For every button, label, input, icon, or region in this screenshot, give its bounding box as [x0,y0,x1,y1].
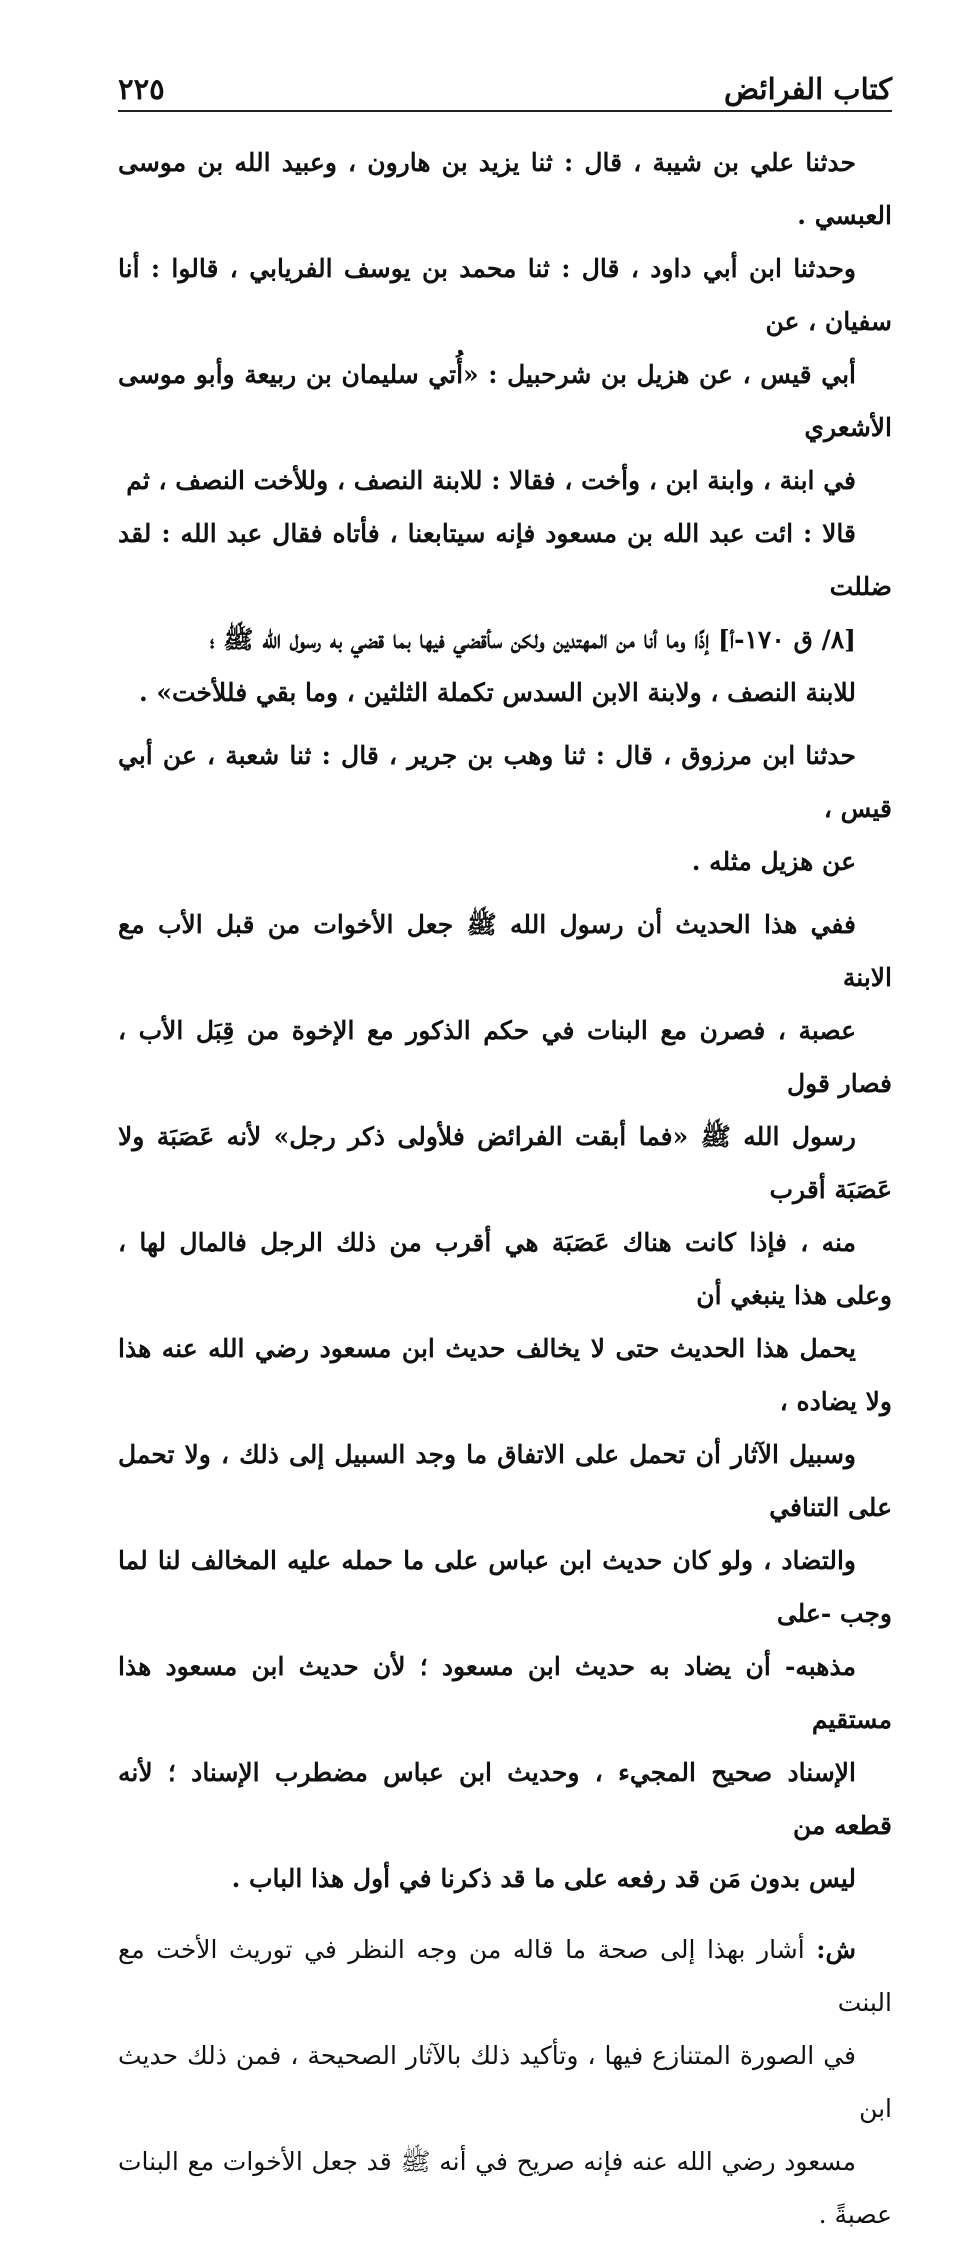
text-line: وسبيل الآثار أن تحمل على الاتفاق ما وجد السبيل إلى ذلك ، ولا تحمل على التنافي [118,1440,892,1522]
text-line: الإسناد صحيح المجيء ، وحديث ابن عباس مضطرب الإسناد ؛ لأنه قطعه من [118,1758,892,1840]
text-line: عن هزيل مثله . [691,847,856,876]
text-line: حدثنا علي بن شيبة ، قال : ثنا يزيد بن هارون ، وعبيد الله بن موسى العبسي . [118,148,892,230]
text-line: حدثنا ابن مرزوق ، قال : ثنا وهب بن جرير ، قال : ثنا شعبة ، عن أبي قيس ، [118,741,892,823]
page-header [118,58,892,112]
text-line: للابنة النصف ، ولابنة الابن السدس تكملة الثلثين ، وما بقي فللأخت» . [138,678,856,707]
text-line: في الصورة المتنازع فيها ، وتأكيد ذلك بالآثار الصحيحة ، فمن ذلك حديث ابن [118,2041,892,2123]
text-line: رسول الله ﷺ «فما أبقت الفرائض فلأولى ذكر رجل» لأنه عَصَبَة ولا عَصَبَة أقرب [118,1122,892,1204]
text-line: أبي قيس ، عن هزيل بن شرحبيل : «أُتي سليمان بن ربيعة وأبو موسى الأشعري [118,360,892,442]
text-line: عصبة ، فصرن مع البنات في حكم الذكور مع الإخوة من قِبَل الأب ، فصار قول [118,1016,892,1098]
text-line: منه ، فإذا كانت هناك عَصَبَة هي أقرب من ذلك الرجل فالمال لها ، وعلى هذا ينبغي أن [118,1228,892,1310]
page-number: ٢٢٥ [118,72,165,106]
text-line: ففي هذا الحديث أن رسول الله ﷺ جعل الأخوات من قبل الأب مع الابنة [118,910,892,992]
paragraph-commentary [118,1923,892,2241]
text-line: والتضاد ، ولو كان حديث ابن عباس على ما حمله عليه المخالف لنا لما وجب -على [118,1546,892,1628]
commentary-marker: ش: [816,1935,856,1964]
commentary-text: أشار بهذا إلى صحة ما قاله من وجه النظر في توريث الأخت مع البنت [118,1935,892,2017]
text-line: وحدثنا ابن أبي داود ، قال : ثنا محمد بن يوسف الفريابي ، قالوا : أنا سفيان ، عن [118,254,892,336]
text-line: مذهبه- أن يضاد به حديث ابن مسعود ؛ لأن حديث ابن مسعود هذا مستقيم [118,1652,892,1734]
text-line [118,1923,892,2029]
paragraph-second-chain [118,729,892,888]
text-line: يحمل هذا الحديث حتى لا يخالف حديث ابن مسعود رضي الله عنه هذا ولا يضاده ، [118,1334,892,1416]
text-line: ليس بدون مَن قد رفعه على ما قد ذكرنا في أول هذا الباب . [231,1864,856,1893]
text-line: [٨/ ق ١٧٠-أ] إذًا وما أنا من المهتدين ولكن سأقضي فيها بما قضي به رسول الله ﷺ ؛ [209,625,856,654]
text-line: مسعود رضي الله عنه فإنه صريح في أنه ﷺ قد جعل الأخوات مع البنات عصبةً . [118,2147,892,2229]
book-page [118,58,892,2241]
text-line: في ابنة ، وابنة ابن ، وأخت ، فقالا : للابنة النصف ، وللأخت النصف ، ثم [126,466,856,495]
paragraph-hadith-chain [118,136,892,719]
book-title: كتاب الفرائض [723,72,892,106]
page-body [118,136,892,2241]
text-line: قالا : ائت عبد الله بن مسعود فإنه سيتابعنا ، فأتاه فقال عبد الله : لقد ضللت [118,519,892,601]
paragraph-discussion [118,898,892,1905]
